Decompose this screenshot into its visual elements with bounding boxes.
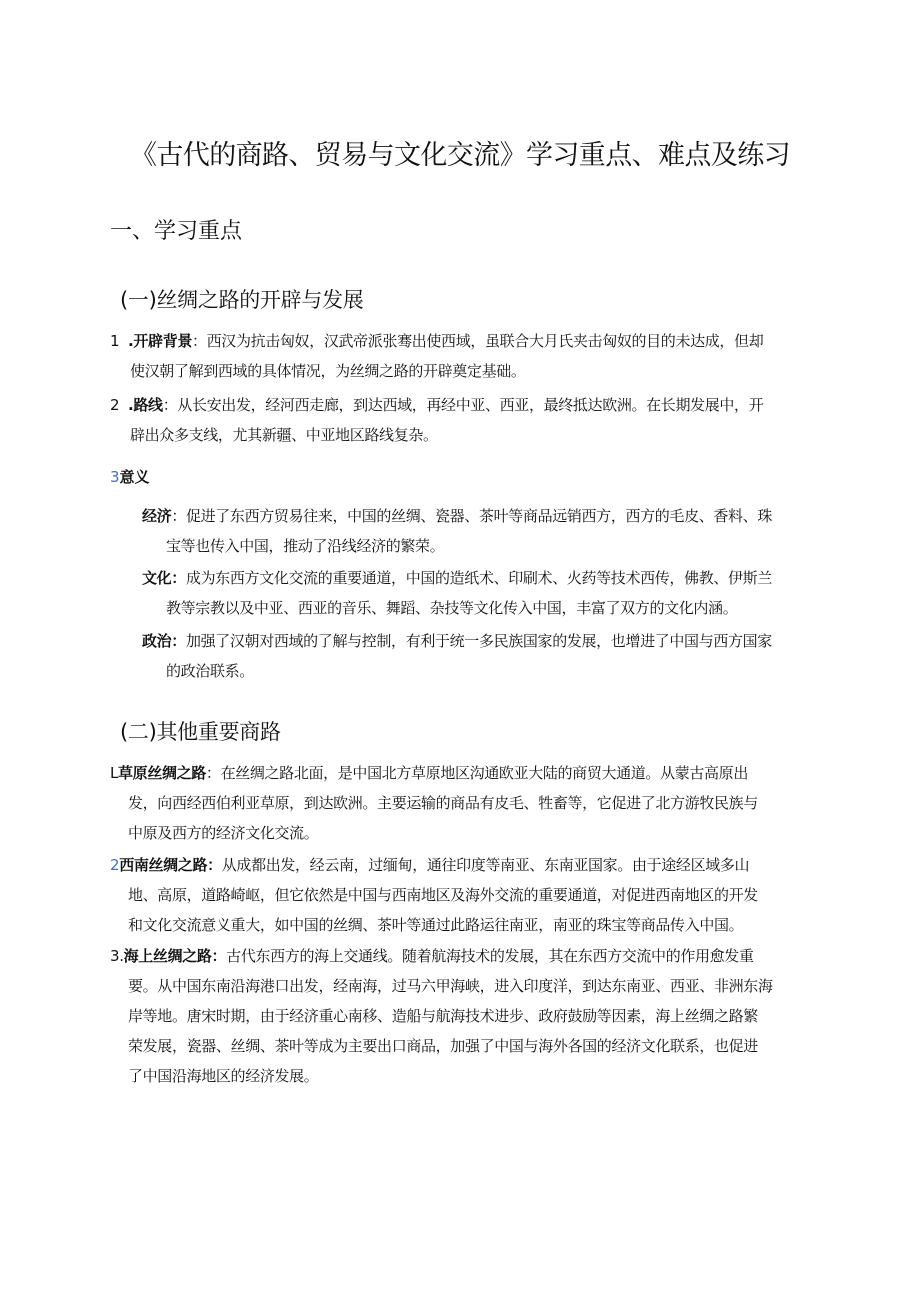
subsection-heading-silk-road: (一)丝绸之路的开辟与发展 [120,288,364,312]
significance-culture [142,563,772,623]
item-number: 2 [110,856,120,874]
document-title: 《古代的商路、贸易与文化交流》学习重点、难点及练习 [130,140,790,171]
item-number: 1 [110,332,120,350]
list-item-route [110,390,763,450]
item-text: 中原及西方的经济文化交流。 [128,824,319,842]
item-text: 地、高原，道路崎岖，但它依然是中国与西南地区及海外交流的重要通道，对促进西南地区的开发 [128,886,758,904]
item-number: 3 [110,468,120,486]
item-text: 使汉朝了解到西域的具体情况，为丝绸之路的开辟奠定基础。 [130,362,526,380]
item-keyword: 海上丝绸之路： [123,947,227,965]
item-text: ：促进了东西方贸易往来，中国的丝绸、瓷器、茶叶等商品远销西方，西方的毛皮、香料、珠 [171,507,772,525]
list-item-background [110,326,763,386]
item-text: 岸等地。唐宋时期，由于经济重心南移、造船与航海技术进步、政府鼓励等因素，海上丝绸之路繁 [128,1007,758,1025]
item-text: 从成都出发，经云南，过缅甸，通往印度等南亚、东南亚国家。由于途经区域多山 [221,856,750,874]
significance-economy [142,501,772,561]
list-item-southwest-route [110,850,758,940]
item-text: 辟出众多支线，尤其新疆、中亚地区路线复杂。 [130,426,438,444]
item-text: ：在丝绸之路北面，是中国北方草原地区沟通欧亚大陆的商贸大通道。从蒙古高原出 [205,764,748,782]
item-text: 和文化交流意义重大，如中国的丝绸、茶叶等通过此路运往南亚，南亚的珠宝等商品传入中国。 [128,916,744,934]
item-keyword: .路线 [128,396,163,414]
item-keyword: 草原丝绸之路 [118,764,206,782]
section-heading-key-points: 一、学习重点 [110,219,243,244]
item-keyword: 西南丝绸之路： [119,856,222,874]
item-text: 宝等也传入中国，推动了沿线经济的繁荣。 [166,537,445,555]
item-text: 古代东西方的海上交通线。随着航海技术的发展，其在东西方交流中的作用愈发重 [226,947,754,965]
subsection-heading-other-routes: (二)其他重要商路 [120,720,281,744]
item-text: ：西汉为抗击匈奴，汉武帝派张骞出使西域，虽联合大月氏夹击匈奴的目的未达成，但却 [192,332,764,350]
item-text: 加强了汉朝对西域的了解与控制，有利于统一多民族国家的发展，也增进了中国与西方国家 [185,632,772,650]
item-number: L [110,764,119,782]
item-number: 3. [110,947,124,965]
significance-politics [142,626,772,686]
item-text: 要。从中国东南沿海港口出发，经南海，过马六甲海峡，进入印度洋，到达东南亚、西亚、非洲东海 [128,977,773,995]
item-keyword: 政治： [142,632,186,650]
item-text: 了中国沿海地区的经济发展。 [128,1067,319,1085]
item-text: 成为东西方文化交流的重要通道，中国的造纸术、印刷术、火药等技术西传，佛教、伊斯兰 [185,569,772,587]
item-keyword: 经济 [142,507,172,525]
item-text: ：从长安出发，经河西走廊，到达西域，再经中亚、西亚，最终抵达欧洲。在长期发展中，开 [162,396,764,414]
list-item-grassland-route [110,758,758,848]
item-text: 教等宗教以及中亚、西亚的音乐、舞蹈、杂技等文化传入中国，丰富了双方的文化内涵。 [166,599,738,617]
list-item-significance [110,462,150,492]
item-keyword: 文化： [142,569,186,587]
item-keyword: .开辟背景 [128,332,192,350]
item-number: 2 [110,396,120,414]
list-item-maritime-route [110,941,773,1091]
item-text: 荣发展，瓷器、丝绸、茶叶等成为主要出口商品，加强了中国与海外各国的经济文化联系，也促进 [128,1037,758,1055]
item-text: 发，向西经西伯利亚草原，到达欧洲。主要运输的商品有皮毛、牲畜等，它促进了北方游牧民族与 [128,794,758,812]
item-text: 的政治联系。 [166,662,254,680]
item-keyword: 意义 [119,468,150,486]
